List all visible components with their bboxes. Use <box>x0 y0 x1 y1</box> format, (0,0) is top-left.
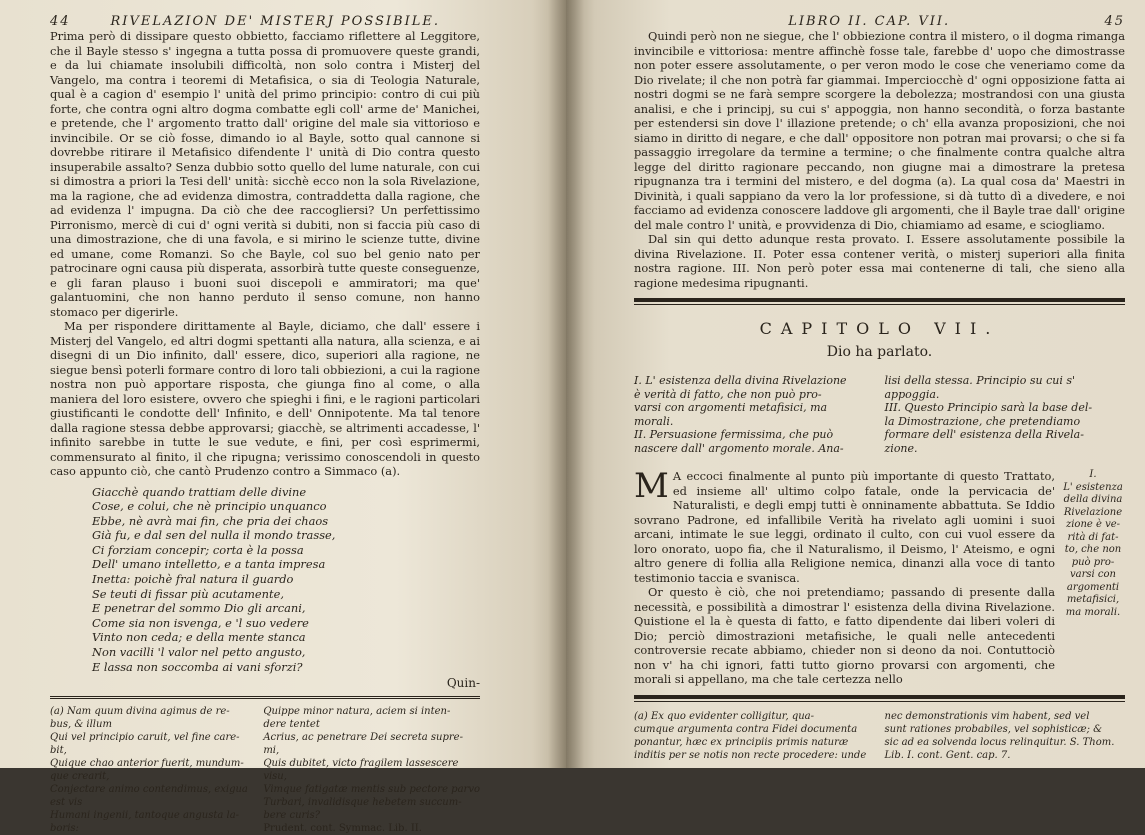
verse-line: Vinto non ceda; e della mente stanca <box>92 630 306 645</box>
verse-line: Già fu, e dal sen del nulla il mondo trasse, <box>92 528 336 543</box>
left-body-text <box>50 29 480 479</box>
margin-note-line: della divina <box>1063 494 1123 505</box>
verse-line: Inetta: poichè fral natura il guardo <box>92 572 294 587</box>
verse-line: Cose, e colui, che nè principio unquanco <box>92 499 327 514</box>
right-running-title: LIBRO II. CAP. VII. <box>788 14 951 29</box>
chapter-summary <box>634 374 1125 455</box>
left-paragraph-1: Prima però di dissipare questo obbietto, facciamo riflettere al Leggitore, che il Bayle stesso s' ingegna a tutta possa di promuovere queste grandi, e da lui chiamate insolubili difficoltà, non solo contra i Misterj del Vangelo, ma contra i teoremi di Metafisica, o sia di Teologia Naturale, qual è a cagion d' esempio l' unità del primo principio: contro di cui più forte, che contra ogni altro dogma combatte egli coll' arme de' Manichei, e pretende, che l' argomento tratto dall' origine del male sia vittorioso e invincibile. Or se ciò fosse, dimando io al Bayle, sotto qual cannone si dovrebbe ritirare il Metafisico difendente l' unità di Dio contra questo insuperabile assalto? Senza dubbio sotto quello del lume naturale, con cui si dimostra a priori la Tesi dell' unità: sicchè ecco non la sola Rivelazione, ma la ragione, che ad evidenza dimostra, contraddetta dalla ragione, che ad evidenza l' impugna. Da ciò che dee raccogliersi? Un perfettissimo Pirronismo, mercè di cui d' ogni verità si dubiti, non si faccia più caso di una dimostrazione, che di una favola, e si mirino le scienze tutte, divine ed umane, come Romanzi. So che Bayle, col suo bel genio nato per patrocinare ogni causa più disperata, assorbirà tutte queste conseguenze, e gli faran plauso i buoni suoi discepoli e ammiratori; ma que' galantuomini, che non hanno perduto il senso comune, non hanno stomaco per digerirle. <box>50 29 480 319</box>
footnote-line: visu, <box>263 771 287 783</box>
footnote-line: Vimque fatigatæ mentis sub pectore parvo <box>263 784 480 796</box>
footnote-line: bus, & illum <box>50 719 112 731</box>
right-footnote-column-right <box>885 710 1126 762</box>
footnote-line: sunt rationes probabiles, vel sophisticæ; & <box>884 723 1103 735</box>
footnote-line: bere curis? <box>263 810 321 822</box>
footnote-line: sic ad ea solvenda locus relinquitur. S. Thom. <box>884 736 1115 748</box>
chapter-title: CAPITOLO VII. <box>759 319 1000 338</box>
footnote-line: Acrius, ac penetrare Dei secreta supre- <box>263 732 463 744</box>
margin-note <box>1061 469 1125 619</box>
verse-line: Non vacilli 'l valor nel petto angusto, <box>92 645 306 660</box>
margin-note-line: to, che non <box>1064 544 1122 555</box>
chapter-paragraph-2: Or questo è ciò, che noi pretendiamo; passando di presente dalla necessità, e possibilità a dimostrar l' esistenza della divina Rivelazione. Quistione el la è questa di fatto, e fatto dipendente dai liberi voleri di Dio; perciò dimostrazioni metafisiche, le quali nelle antecedenti controversie recate abbiamo, chieder non si deono da noi. Contuttociò non v' ha chi ignori, fatti tutto giorno provarsi con argomenti, che morali si appellano, ma che tale certezza nello <box>634 585 1055 686</box>
right-paragraph-2: Dal sin qui detto adunque resta provato. I. Essere assolutamente possibile la divina Rivelazione. II. Poter essa contener verità, o misterj superiori alla finita nostra ragione. III. Non però poter essa mai contenerne di tali, che sieno alla ragione medesima ripugnanti. <box>634 232 1125 290</box>
margin-note-line: L' esistenza <box>1063 481 1123 493</box>
summary-line: nascere dall' argomento morale. Ana- <box>634 441 844 455</box>
footnote-column-left <box>50 705 255 835</box>
right-body-text <box>634 29 1125 290</box>
footnote-line: (a) Ex quo evidenter colligitur, qua- <box>634 710 815 722</box>
footnote-line: bit, <box>50 745 67 757</box>
verse-line: E penetrar del sommo Dio gli arcani, <box>92 601 306 616</box>
footnote-line: nec demonstrationis vim habent, sed vel <box>884 710 1090 722</box>
footnote-line: mi, <box>263 745 280 757</box>
verse-line: Giacchè quando trattiam delle divine <box>92 484 307 499</box>
footnote-line: est vis <box>50 797 83 809</box>
summary-line: III. Questo Principio sarà la base del- <box>884 401 1093 414</box>
margin-note-line: zione è ve- <box>1065 519 1121 530</box>
footnote-line: Quippe minor natura, aciem si inten- <box>263 706 451 718</box>
footnote-line: Conjectare animo contendimus, exigua <box>50 784 248 796</box>
margin-note-line: rità di fat- <box>1067 531 1119 543</box>
left-page <box>0 0 566 835</box>
footnote-line: ponantur, hæc ex principiis primis naturæ <box>634 736 849 748</box>
footnote-line: que crearit, <box>50 771 110 783</box>
summary-line: è verità di fatto, che non può pro- <box>634 387 822 401</box>
summary-column-right <box>885 374 1126 455</box>
drop-cap: M <box>634 466 669 506</box>
right-page <box>566 0 1145 768</box>
summary-line: appoggia. <box>884 387 940 401</box>
chapter-divider <box>634 298 1125 305</box>
verse-line: Se teuti di fissar più acutamente, <box>92 586 284 601</box>
footnote-line: Humani ingenii, tantoque angusta la- <box>50 810 240 822</box>
left-running-title: RIVELAZION DE' MISTERJ POSSIBILE. <box>110 14 441 29</box>
summary-line: varsi con argomenti metafisici, ma <box>634 401 828 414</box>
margin-note-line: argomenti <box>1066 581 1120 593</box>
margin-note-line: ma morali. <box>1065 606 1121 618</box>
verse-line: Ci forziam concepir; corta è la possa <box>92 542 304 557</box>
catchword: Quin- <box>446 676 480 691</box>
summary-line: morali. <box>634 414 674 428</box>
footnote-line: Quis dubitet, victo fragilem lassescere <box>263 758 459 770</box>
left-footnotes <box>50 705 480 835</box>
footnote-line: Qui vel principio caruit, vel fine care- <box>50 732 240 744</box>
margin-note-line: metafisici, <box>1066 594 1120 605</box>
footnote-line: Quique chao anterior fuerit, mundum- <box>50 758 244 770</box>
footnote-line: (a) Nam quum divina agimus de re- <box>50 706 230 718</box>
footnote-column-right <box>263 705 480 835</box>
footnote-line: Turbari, invalidisque hebetem succum- <box>263 797 462 809</box>
footnote-line: inditis per se notis non recte procedere: unde <box>634 749 867 761</box>
summary-line: II. Persuasione fermissima, che può <box>634 428 834 441</box>
footnote-source: Prudent. cont. Symmac. Lib. II. <box>263 823 422 835</box>
summary-line: formare dell' esistenza della Rivela- <box>884 428 1084 441</box>
verse-line: E lassa non soccomba ai vani sforzi? <box>92 659 303 674</box>
margin-note-line: varsi con <box>1070 569 1116 580</box>
chapter-paragraph-1: M A eccoci finalmente al punto più importante di questo Trattato, ed insieme all' ultimo colpo fatale, onde la pervicacia de' Naturalisti, e degli empj tutti è onninamente abbattuta. Se Iddio sovrano Padrone, ed infallibile Verità ha rivelato agli uomini i suoi arcani, intimate le sue leggi, ordinato il culto, con cui vuol essere da loro onorato, uopo fia, che il Naturalismo, il Deismo, l' Ateismo, e ogni altro genere di follia alla Religione nemica, dinanzi alla voce di tanto testimonio taccia e svanisca. <box>634 466 1055 585</box>
right-page-number: 45 <box>1104 14 1125 29</box>
footnote-line: boris: <box>50 823 79 835</box>
left-page-number: 44 <box>50 14 71 29</box>
margin-note-line: Rivelazione <box>1063 506 1123 518</box>
chapter-subtitle: Dio ha parlato. <box>826 344 933 360</box>
footnote-line: cumque argumenta contra Fidei documenta <box>634 723 858 735</box>
verse-line: Come sia non isvenga, e 'l suo vedere <box>92 615 309 630</box>
book-gutter <box>548 0 584 768</box>
chapter-body <box>634 466 1125 687</box>
margin-note-line: può pro- <box>1071 556 1115 568</box>
summary-line: zione. <box>884 441 918 455</box>
footnote-line: dere tentet <box>263 719 320 731</box>
right-paragraph-1: Quindi però non ne siegue, che l' obbiezione contra il mistero, o il dogma rimanga invincibile e vittoriosa: mentre affinchè fosse tale, farebbe d' uopo che dimostrasse non poter essere assolutamente, o per veron modo le cose che veneriamo come da Dio rivelate; il che non potrà far giammai. Imperciocchè d' ogni opposizione fatta ai nostri dogmi se ne farà sempre scorgere la debolezza; mostrandosi con una giusta analisi, e che i principj, su cui s' appoggia, non hanno secondità, o forza bastante per estendersi sin dove l' illazione pretende; o ch' ella avanza proposizioni, che noi siamo in diritto di negare, e che dall' oppositore non potran mai provarsi; o che si fa passaggio irregolare da termine a termine; o che finalmente contra qualche altra legge del diritto ragionare peccando, non giugne mai a dimostrare la pretesa ripugnanza tra i termini del mistero, e del dogma (a). La qual cosa da' Maestri in Divinità, i quali sappiano da vero la lor professione, si dà tutto dì a divedere, e noi facciamo ad evidenza conoscere laddove gli argomenti, che il Bayle trae dall' origine del male contro l' unità, e provvidenza di Dio, chiamiamo ad esame, e sciogliamo. <box>634 29 1125 232</box>
right-footnote-column-left <box>634 710 875 762</box>
margin-note-line: I. <box>1089 469 1097 480</box>
right-footnote-divider <box>634 695 1125 702</box>
verse-line: Ebbe, nè avrà mai fin, che pria dei chaos <box>92 513 329 528</box>
footnote-line: Lib. I. cont. Gent. cap. 7. <box>884 749 1011 761</box>
summary-line: I. L' esistenza della divina Rivelazione <box>634 374 847 387</box>
summary-column-left <box>634 374 875 455</box>
right-running-head <box>634 14 1125 29</box>
verse-block <box>92 485 480 675</box>
left-running-head <box>50 14 480 29</box>
summary-line: lisi della stessa. Principio su cui s' <box>884 374 1076 387</box>
summary-line: la Dimostrazione, che pretendiamo <box>884 414 1081 428</box>
right-footnotes <box>634 710 1125 762</box>
verse-line: Dell' umano intelletto, e a tanta impresa <box>92 557 326 572</box>
left-paragraph-2: Ma per rispondere dirittamente al Bayle, diciamo, che dall' essere i Misterj del Vangelo, ed altri dogmi spettanti alla natura, alla scienza, e ai disegni di un Dio infinito, dall' essere, dico, superiori alla ragione, ne siegue bensì poterli formare contro di loro tali obbiezioni, a cui la ragione nostra non può apportare risposta, che giunga fino al come, o alla maniera del loro esistere, ovvero che spieghi i fini, e le ragioni particolari giustificanti le condotte dell' Infinito, e dell' Onnipotente. Ma tal tenore dalla ragione stessa debbe approvarsi; giacchè, se altrimenti accadesse, l' infinito sarebbe in tutte le sue vedute, e fini, per così esprimermi, commensurato al finito, il che ripugna; verissimo conoscendoli in questo caso appunto ciò, che cantò Prudenzo contro a Simmaco (a). <box>50 319 480 478</box>
footnote-divider <box>50 696 480 699</box>
